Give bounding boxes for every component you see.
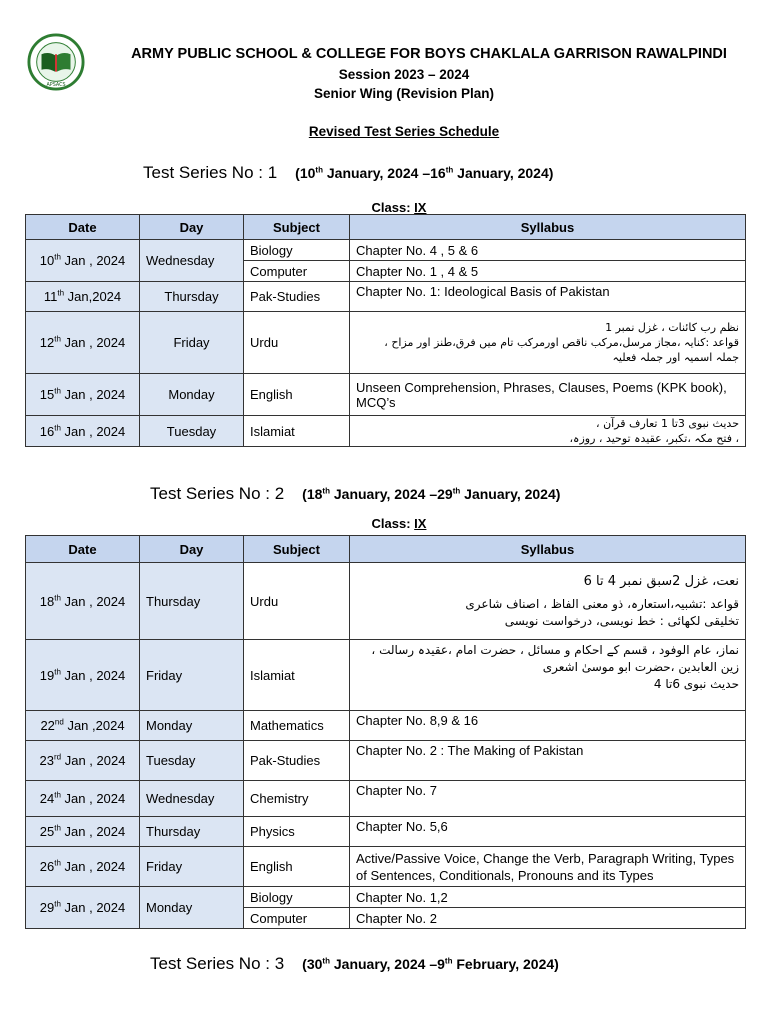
col-date: Date xyxy=(26,215,140,240)
table-row xyxy=(26,416,746,447)
schedule-table-2 xyxy=(25,535,746,929)
table-row xyxy=(26,711,746,741)
table-row xyxy=(26,887,746,908)
test-series-2-heading: Test Series No : 2 (18th January, 2024 –29th January, 2024) xyxy=(150,484,561,503)
col-syllabus: Syllabus xyxy=(350,215,746,240)
syllabus-cell: Chapter No. 4 , 5 & 6 xyxy=(350,240,746,261)
date-cell: 25th Jan , 2024 xyxy=(26,817,140,847)
day-cell: Wednesday xyxy=(140,240,244,282)
day-cell: Monday xyxy=(140,887,244,929)
subject-cell: Biology xyxy=(244,240,350,261)
syllabus-cell: Unseen Comprehension, Phrases, Clauses, Poems (KPK book), MCQ’s xyxy=(350,374,746,416)
table-header xyxy=(26,215,746,240)
day-cell: Tuesday xyxy=(140,416,244,447)
school-logo xyxy=(27,33,85,91)
schedule-table-1 xyxy=(25,214,746,447)
test-series-3-heading: Test Series No : 3 (30th January, 2024 –9th February, 2024) xyxy=(150,954,559,973)
subject-cell: Pak-Studies xyxy=(244,282,350,312)
table-row xyxy=(26,312,746,374)
col-day: Day xyxy=(140,215,244,240)
syllabus-cell: Chapter No. 8,9 & 16 xyxy=(350,711,746,741)
subject-cell: Chemistry xyxy=(244,781,350,817)
test-series-1-heading: Test Series No : 1 (10th January, 2024 –16th January, 2024) xyxy=(143,163,554,182)
logo-text: APSACS xyxy=(46,83,66,89)
table-row xyxy=(26,640,746,711)
date-cell: 22nd Jan ,2024 xyxy=(26,711,140,741)
table-row xyxy=(26,817,746,847)
subject-cell: Urdu xyxy=(244,563,350,640)
table-row xyxy=(26,240,746,261)
subject-cell: Urdu xyxy=(244,312,350,374)
day-cell: Friday xyxy=(140,847,244,887)
syllabus-cell: نماز، عام الوفود ، قسم کے احکام و مسائل ، حضرت امام ،عقیدہ رسالت ، زین العابدین ،حضرت ابو موسیٰ اشعری حدیث نبوی 6تا 4 xyxy=(350,640,746,711)
day-cell: Monday xyxy=(140,374,244,416)
day-cell: Wednesday xyxy=(140,781,244,817)
table-row xyxy=(26,847,746,887)
syllabus-cell: نعت، غزل 2سبق نمبر 4 تا 6 قواعد :تشبیہ،استعارہ، ذو معنی الفاظ ، اصناف شاعری تخلیقی لکھائی : خط نویسی، درخواست نویسی xyxy=(350,563,746,640)
table-row xyxy=(26,781,746,817)
subject-cell: Biology xyxy=(244,887,350,908)
col-subject: Subject xyxy=(244,215,350,240)
syllabus-cell: Chapter No. 7 xyxy=(350,781,746,817)
table-row xyxy=(26,741,746,781)
day-cell: Thursday xyxy=(140,282,244,312)
date-cell: 29th Jan , 2024 xyxy=(26,887,140,929)
class-label-1: Class: IX xyxy=(371,200,427,215)
syllabus-cell: Chapter No. 1 , 4 & 5 xyxy=(350,261,746,282)
col-date: Date xyxy=(26,536,140,563)
syllabus-cell: Chapter No. 1: Ideological Basis of Pakistan xyxy=(350,282,746,312)
table-row xyxy=(26,374,746,416)
day-cell: Thursday xyxy=(140,817,244,847)
subject-cell: English xyxy=(244,847,350,887)
day-cell: Friday xyxy=(140,640,244,711)
day-cell: Tuesday xyxy=(140,741,244,781)
date-cell: 24th Jan , 2024 xyxy=(26,781,140,817)
class-label-2: Class: IX xyxy=(371,516,427,531)
session: Session 2023 – 2024 xyxy=(338,67,470,82)
subject-cell: Pak-Studies xyxy=(244,741,350,781)
syllabus-cell: حدیث نبوی 3تا 1 تعارف قرآن ، ، فتح مکہ ،تکبر، عقیدہ توحید ، روزہ، xyxy=(350,416,746,447)
day-cell: Friday xyxy=(140,312,244,374)
date-cell: 10th Jan , 2024 xyxy=(26,240,140,282)
date-cell: 12th Jan , 2024 xyxy=(26,312,140,374)
day-cell: Monday xyxy=(140,711,244,741)
syllabus-cell: Chapter No. 2 xyxy=(350,908,746,929)
date-cell: 19th Jan , 2024 xyxy=(26,640,140,711)
subject-cell: Islamiat xyxy=(244,416,350,447)
date-cell: 16th Jan , 2024 xyxy=(26,416,140,447)
col-day: Day xyxy=(140,536,244,563)
date-cell: 23rd Jan , 2024 xyxy=(26,741,140,781)
schedule-title: Revised Test Series Schedule xyxy=(308,124,500,139)
subject-cell: Mathematics xyxy=(244,711,350,741)
col-syllabus: Syllabus xyxy=(350,536,746,563)
subject-cell: English xyxy=(244,374,350,416)
day-cell: Thursday xyxy=(140,563,244,640)
syllabus-cell: Chapter No. 1,2 xyxy=(350,887,746,908)
subject-cell: Computer xyxy=(244,261,350,282)
date-cell: 11th Jan,2024 xyxy=(26,282,140,312)
table-header xyxy=(26,536,746,563)
table-row xyxy=(26,563,746,640)
syllabus-cell: Active/Passive Voice, Change the Verb, Paragraph Writing, Types of Sentences, Conditionals, Pronouns and its Types xyxy=(350,847,746,887)
subject-cell: Computer xyxy=(244,908,350,929)
date-cell: 15th Jan , 2024 xyxy=(26,374,140,416)
syllabus-cell: Chapter No. 2 : The Making of Pakistan xyxy=(350,741,746,781)
col-subject: Subject xyxy=(244,536,350,563)
subject-cell: Islamiat xyxy=(244,640,350,711)
syllabus-cell: Chapter No. 5,6 xyxy=(350,817,746,847)
syllabus-cell: نظم رب کائنات ، غزل نمبر 1 قواعد :کنایہ ،مجاز مرسل،مرکب ناقص اورمرکب تام میں فرق،طنز اور مزاح ، جملہ اسمیہ اور جملہ فعلیہ xyxy=(350,312,746,374)
table-row xyxy=(26,282,746,312)
wing: Senior Wing (Revision Plan) xyxy=(314,86,494,101)
date-cell: 26th Jan , 2024 xyxy=(26,847,140,887)
subject-cell: Physics xyxy=(244,817,350,847)
school-name: ARMY PUBLIC SCHOOL & COLLEGE FOR BOYS CHAKLALA GARRISON RAWALPINDI xyxy=(131,46,727,62)
date-cell: 18th Jan , 2024 xyxy=(26,563,140,640)
